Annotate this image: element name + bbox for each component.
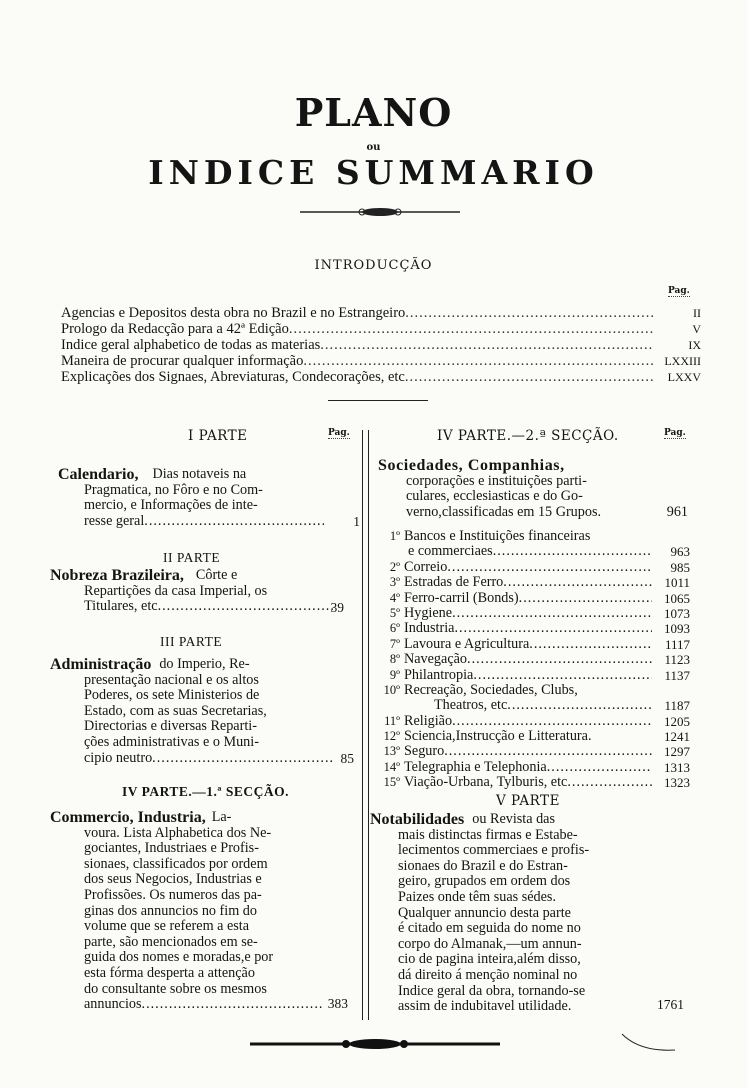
entry-line: geiro, grupados em ordem dos [398,873,571,890]
group-text: Hygiene [404,605,453,621]
title-ornament [300,204,460,220]
introduction-item [61,369,701,385]
introduction-list [61,305,701,385]
entry-line: guida dos nomes e moradas,e por [84,949,274,966]
part3-heading: III PARTE [160,634,223,649]
introduction-heading: INTRODUCÇÃO [314,258,433,273]
introduction-page-label: Pag. [668,286,690,296]
group-item [370,637,690,652]
item-text: Maneira de procurar qualquer informação [61,353,304,369]
part4-heading-text: IV PARTE.—1.ª SECÇÃO. [122,784,289,799]
part1-page: 1 [353,514,360,529]
item-text: Agencias e Depositos desta obra no Brazil e no Estrangeiro [61,305,406,321]
entry-line: Paizes onde têm suas sédes. [398,888,556,905]
introduction-item [61,337,701,353]
entry-line: do Imperio, Re- [159,656,250,672]
item-text: Indice geral alphabetico de todas as materias [61,337,321,353]
entry-line: volume que se referem a esta [84,918,250,935]
group-text: Telegraphia e Telephonia [404,759,547,775]
group-page: 1137 [664,667,690,683]
entry-line: dos seus Negocios, Industrias e [84,871,262,888]
entry-line: do consultante sobre os mesmos [84,980,267,997]
group-num [370,698,404,713]
entry-line: dá direito á menção nominal no [398,966,578,983]
group-page [652,683,690,698]
group-text: Philantropia [404,667,474,683]
entry-line: gociantes, Industriaes e Profis- [84,840,259,857]
introduction-item [61,305,701,321]
entry-line: Estado, com as suas Secretarias, [84,702,267,719]
group-num: 13º [383,744,400,759]
group-text: Estradas de Ferro [404,575,504,591]
group-num: 2º [389,559,400,574]
left-column-rule [362,430,363,1020]
section-divider [328,400,428,401]
entry-line: Qualquer annuncio desta parte [398,904,571,921]
right-column-rule [368,430,369,1020]
entry-line: sionaes, classificados por ordem [84,855,268,872]
stray-mark [620,1030,680,1060]
group-num: 11º [384,713,400,728]
group-item [370,760,690,775]
group-page: 1187 [664,698,690,714]
entry-line: corpo do Almanak,—um annun- [398,935,582,952]
entry-line: sionaes do Brazil e do Estran- [398,857,568,874]
title-conjunction: ou [366,142,381,153]
item-text: Prologo da Redacção para a 42ª Edição [61,321,289,337]
group-page: 963 [670,544,690,560]
group-page: 1313 [664,759,690,775]
entry-line: parte, são mencionados em se- [84,933,258,950]
right-title: Sociedades, Companhias, [378,457,565,474]
bottom-ornament [250,1036,500,1052]
group-item [370,606,690,621]
group-num: 12º [383,729,400,744]
group-text: Navegação [404,652,468,668]
entry-line: mercio, e Informações de inte- [84,497,258,514]
group-item [370,652,690,667]
right-intro [378,458,688,520]
entry-line: Dias notaveis na [152,466,247,482]
right-heading: IV PARTE.—2.ª SECÇÃO. [437,428,619,444]
item-page: II [693,306,701,320]
entry-line: Titulares, etc [84,599,158,615]
group-page: 1297 [664,744,690,760]
group-item [370,560,690,575]
part5-page: 1761 [657,997,684,1012]
group-num: 4º [389,590,400,605]
part4-entry [50,810,350,1013]
introduction-item [61,353,701,369]
group-page [652,529,690,544]
item-page: V [692,322,701,336]
group-page: 1073 [664,605,690,621]
part2-page: 39 [330,600,344,615]
group-num: 14º [383,759,400,774]
group-item [370,683,690,698]
group-item [370,698,690,713]
entry-line: La- [211,809,232,825]
group-item [370,668,690,683]
group-num: 10º [383,682,400,697]
part1-heading: I PARTE [188,428,248,444]
part1-title: Calendario, [58,466,139,483]
part3-title: Administração [50,656,152,673]
entry-line: annuncios [84,997,142,1013]
entry-line: voura. Lista Alphabetica dos Ne- [84,824,272,841]
part5-heading: V PARTE [496,793,560,809]
group-item [370,744,690,759]
right-intro-line: culares, ecclesiasticas e do Go- [406,488,583,505]
part4-page: 383 [327,996,348,1011]
group-num: 15º [383,775,400,790]
group-item [370,591,690,606]
group-page: 1065 [664,590,690,606]
group-text: Sciencia,Instrucção e Litteratura. [404,729,592,745]
part4-heading [122,784,289,800]
entry-line: presentação nacional e os altos [84,671,259,688]
right-intro-line: corporações e instituições parti- [406,472,587,489]
entry-line: Repartições da casa Imperial, os [84,582,268,599]
entry-line: assim de indubitavel utilidade. [398,998,572,1015]
group-text: Bancos e Instituições financeiras [404,529,591,544]
group-num: 6º [389,621,400,636]
entry-line: Directorias e diversas Reparti- [84,718,257,735]
page-title: PLANO [294,90,453,135]
group-page: 1123 [664,652,690,668]
page-subtitle: INDICE SUMMARIO [148,153,599,192]
group-text: e commerciaes [408,544,493,560]
entry-line: Indice geral da obra, tornando-se [398,982,586,999]
group-page: 1323 [664,775,690,791]
group-num [370,544,404,559]
group-item [370,529,690,544]
group-text: Correio [404,559,448,575]
group-list [370,529,690,791]
part5-title: Notabilidades [370,811,465,828]
group-text: Theatros, etc [434,698,508,714]
entry-line: ou Revista das [472,811,555,827]
group-num: 9º [389,667,400,682]
part2-heading: II PARTE [163,550,221,565]
group-text: Viação-Urbana, Tylburis, etc [404,775,568,791]
group-item [370,544,690,559]
part2-entry [50,568,350,615]
entry-line: cipio neutro [84,750,153,766]
group-item [370,621,690,636]
entry-line: esta fórma desperta a attenção [84,964,255,981]
part3-entry [50,657,350,766]
entry-line: mais distinctas firmas e Estabe- [398,826,578,843]
left-page-label: Pag. [328,428,350,438]
group-num: 8º [389,652,400,667]
group-num: 3º [389,575,400,590]
group-page: 1117 [664,636,690,652]
entry-line: ções administrativas e o Muni- [84,733,259,750]
entry-line: Côrte e [195,567,238,583]
group-text: Religião [404,713,453,729]
item-page: LXXV [667,370,701,384]
group-text: Seguro [404,744,445,760]
group-text: Ferro-carril (Bonds) [404,590,519,606]
group-text: Lavoura e Agricultura [404,636,530,652]
entry-line: ginas dos annuncios no fim do [84,902,257,919]
part3-page: 85 [340,751,354,766]
part1-entry [50,467,350,529]
group-num: 1º [389,529,400,543]
entry-line: resse geral [84,513,145,529]
part5-entry [370,812,690,1015]
group-page: 1241 [664,729,690,745]
group-page: 985 [670,559,690,575]
group-text: Industria [404,621,455,637]
group-page: 1093 [664,621,690,637]
entry-line: Profissões. Os numeros das pa- [84,886,262,903]
right-intro-page: 961 [666,503,688,520]
part4-title: Commercio, Industria, [50,809,206,826]
entry-line: Pragmatica, no Fôro e no Com- [84,481,263,498]
group-item [370,714,690,729]
group-item [370,575,690,590]
entry-line: é citado em seguida do nome no [398,920,581,937]
introduction-item [61,321,701,337]
right-intro-line: verno,classificadas em 15 Grupos. [406,503,602,520]
group-page: 1011 [664,575,690,591]
part2-title: Nobreza Brazileira, [50,567,184,584]
entry-line: cio de pagina inteira,além disso, [398,951,581,968]
group-num: 5º [389,605,400,620]
right-page-label: Pag. [664,428,686,438]
entry-line: lecimentos commerciaes e profis- [398,842,590,859]
entry-line: Poderes, os sete Ministerios de [84,687,260,704]
group-item [370,729,690,744]
item-page: IX [688,338,701,352]
item-page: LXXIII [664,354,701,368]
group-item [370,775,690,790]
group-num: 7º [389,636,400,651]
group-text: Recreação, Sociedades, Clubs, [404,682,578,698]
item-text: Explicações dos Signaes, Abreviaturas, Condecorações, etc [61,369,405,385]
group-page: 1205 [664,713,690,729]
